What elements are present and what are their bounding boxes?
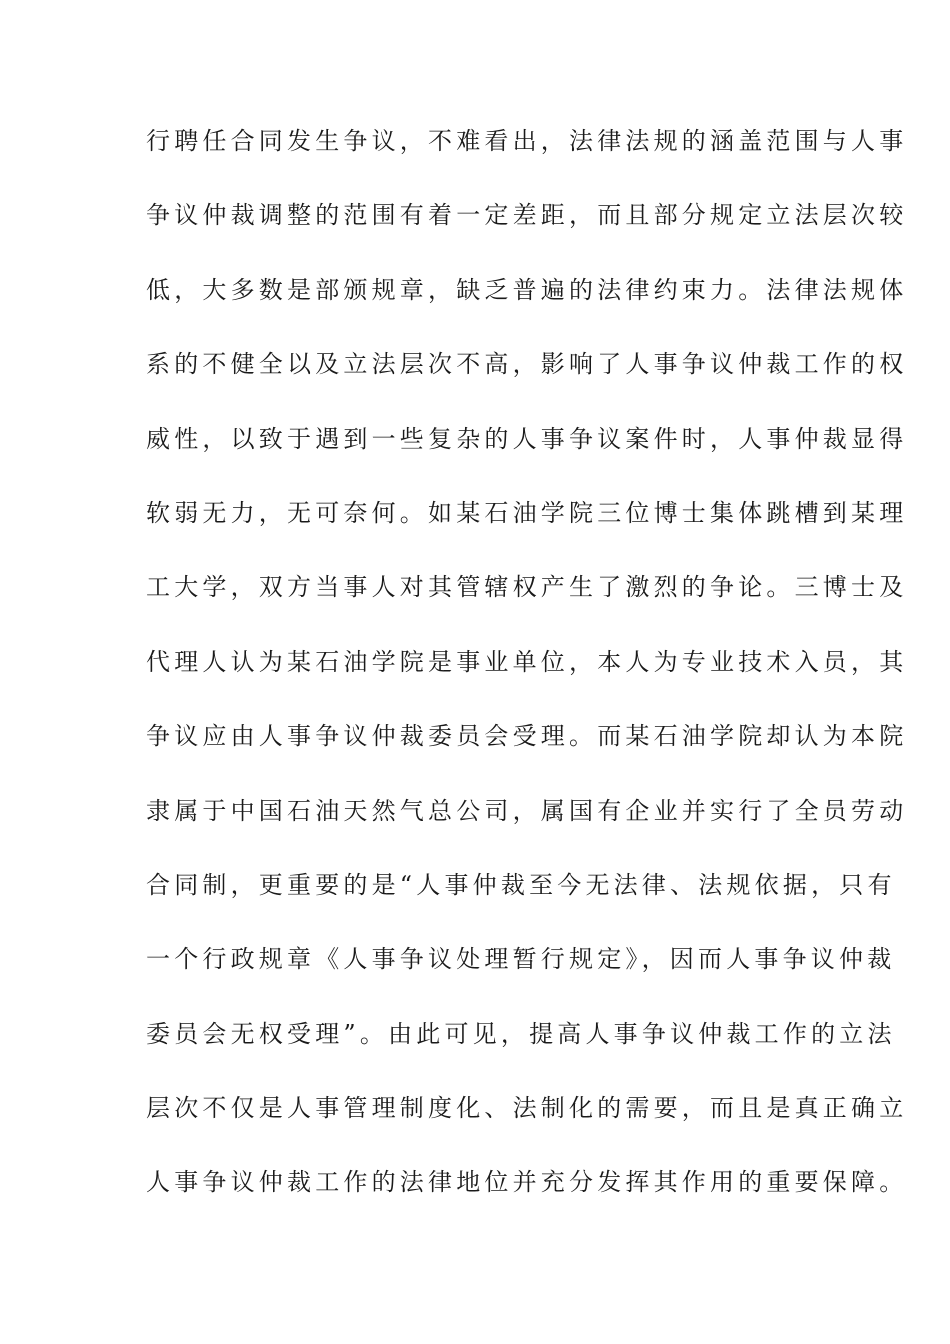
text-line: 合同制，更重要的是“人事仲裁至今无法律、法规依据，只有 <box>146 870 896 899</box>
text-line: 工大学，双方当事人对其管辖权产生了激烈的争论。三博士及 <box>146 573 908 602</box>
text-line: 隶属于中国石油天然气总公司，属国有企业并实行了全员劳动 <box>146 796 908 825</box>
text-line: 威性，以致于遇到一些复杂的人事争议案件时，人事仲裁显得 <box>146 424 908 453</box>
text-line: 争议应由人事争议仲裁委员会受理。而某石油学院却认为本院 <box>146 722 908 751</box>
text-line: 一个行政规章《人事争议处理暂行规定》，因而人事争议仲裁 <box>146 945 896 974</box>
text-line: 软弱无力，无可奈何。如某石油学院三位博士集体跳槽到某理 <box>146 498 908 527</box>
text-line: 代理人认为某石油学院是事业单位，本人为专业技术入员，其 <box>146 647 908 676</box>
text-line: 系的不健全以及立法层次不高，影响了人事争议仲裁工作的权 <box>146 350 908 379</box>
text-line: 低，大多数是部颁规章，缺乏普遍的法律约束力。法律法规体 <box>146 275 908 304</box>
text-line: 争议仲裁调整的范围有着一定差距，而且部分规定立法层次较 <box>146 201 908 230</box>
text-line: 层次不仅是人事管理制度化、法制化的需要，而且是真正确立 <box>146 1094 908 1123</box>
text-line: 人事争议仲裁工作的法律地位并充分发挥其作用的重要保障。 <box>146 1168 908 1197</box>
text-line: 行聘任合同发生争议，不难看出，法律法规的涵盖范围与人事 <box>146 127 908 155</box>
body-paragraph <box>146 114 908 1230</box>
text-line: 委员会无权受理”。由此可见，提高人事争议仲裁工作的立法 <box>146 1019 896 1048</box>
